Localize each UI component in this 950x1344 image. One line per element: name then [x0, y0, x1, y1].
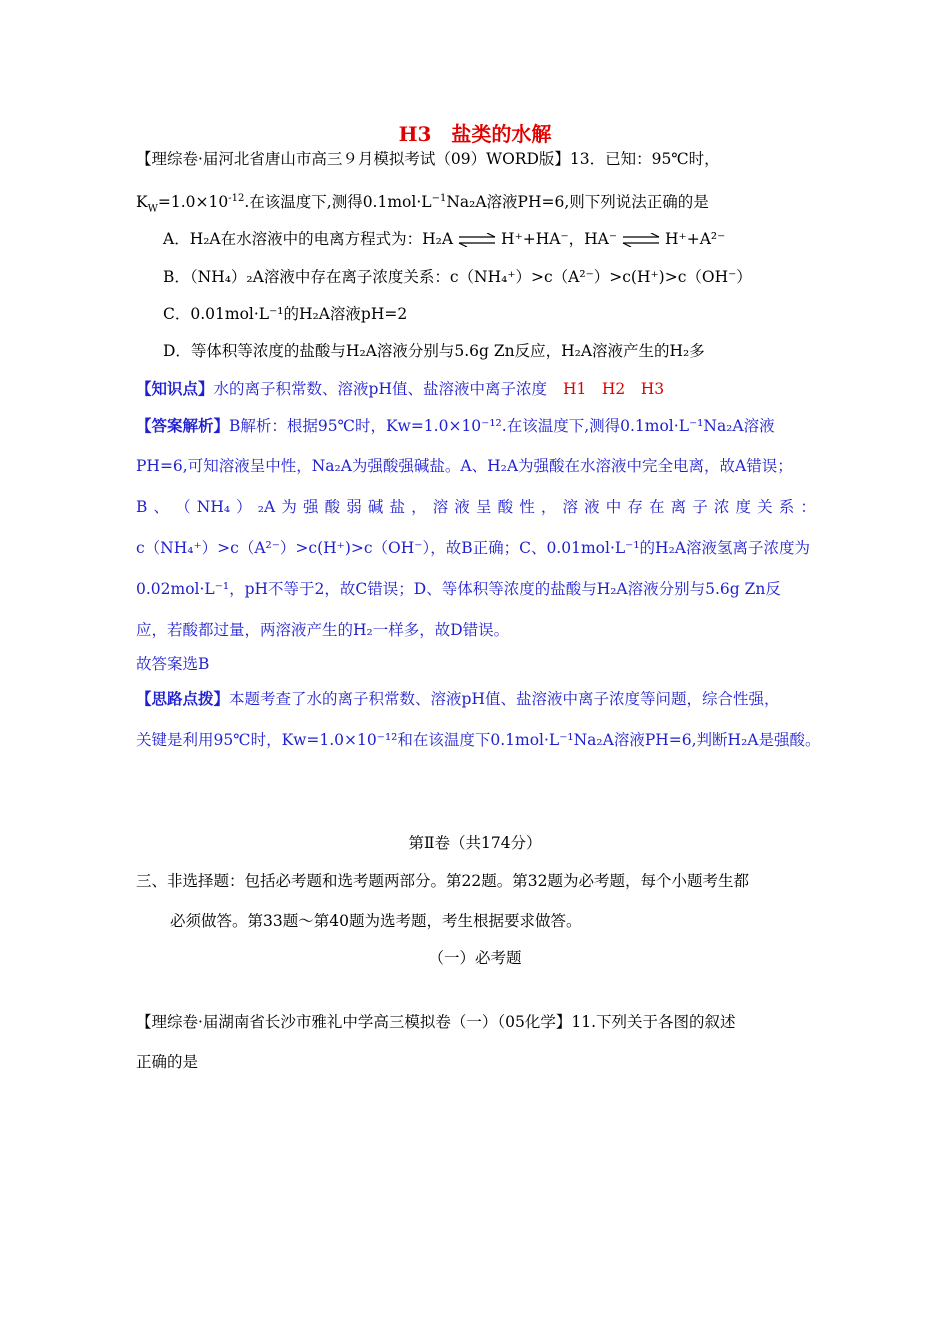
option-a-text: A．H₂A在水溶液中的电离方程式为：H₂A [163, 230, 454, 248]
knowledge-label: 【知识点】 [136, 379, 214, 398]
knowledge-text: 水的离子积常数、溶液pH值、盐溶液中离子浓度 [213, 380, 547, 398]
answer-line-3-token: 、 [153, 498, 170, 516]
answer-line-2: PH=6,可知溶液呈中性，Na₂A为强酸强碱盐。A、H₂A为强酸在水溶液中完全电离，故A错误； [136, 457, 793, 475]
answer-line-3-token: 盐 [389, 498, 405, 516]
answer-line-3-token: ： [800, 498, 816, 516]
equilibrium-arrow-icon [457, 233, 497, 247]
sub-heading: （一）必考题 [428, 949, 522, 967]
answer-line-3-token: 存 [627, 498, 643, 516]
answer-line-3-token: 溶 [562, 498, 578, 516]
answer-line-3-token: 呈 [475, 498, 492, 516]
answer-line-3-token: 液 [454, 498, 470, 516]
answer-line-3 [136, 500, 816, 516]
answer-line-4: c（NH₄⁺）>c（A²⁻）>c(H⁺)>c（OH⁻），故B正确；C、0.01mol·L⁻¹的H₂A溶液氢离子浓度为 [136, 539, 810, 557]
answer-line-3-token: 关 [757, 498, 773, 516]
answer-line-3-token: 子 [692, 498, 708, 516]
answer-line-3-token: 系 [778, 498, 795, 516]
answer-line-3-token: ， [411, 498, 427, 516]
answer-line-3-token: 中 [605, 498, 622, 516]
answer-final: 故答案选B [136, 655, 210, 673]
knowledge-point [136, 381, 664, 398]
answer-line-3-token: 酸 [497, 498, 514, 516]
option-a [163, 232, 725, 248]
answer-line-3-token: 浓 [713, 498, 730, 516]
answer-line-1 [136, 418, 775, 435]
answer-line-3-token: 碱 [367, 498, 384, 516]
answer-line-3-token: B [136, 498, 148, 516]
answer-line-3-token: 酸 [324, 498, 341, 516]
answer-label: 【答案解析】 [136, 416, 230, 435]
knowledge-codes: H1 H2 H3 [562, 380, 665, 398]
kw-exponent: -12 [228, 193, 245, 204]
answer-line-3-token: 为 [281, 498, 297, 516]
answer-line-3-token: ， [540, 498, 557, 516]
answer-line-3-token: ） [236, 498, 252, 516]
idea-label: 【思路点拨】 [136, 689, 230, 708]
option-a-mid: H⁺+HA⁻，HA⁻ [501, 230, 618, 248]
stem-text-end: Na₂A溶液PH=6,则下列说法正确的是 [446, 193, 709, 212]
stem-text: .在该温度下,测得0.1mol·L [244, 193, 432, 212]
option-b: B．（NH₄）₂A溶液中存在离子浓度关系：c（NH₄⁺）>c（A²⁻）>c(H⁺)>c（OH⁻） [163, 268, 752, 286]
answer-line-3-token: 离 [670, 498, 687, 516]
option-a-end: H⁺+A²⁻ [665, 230, 726, 248]
answer-line-3-token: 液 [584, 498, 600, 516]
answer-line-3-token: ₂A [257, 498, 276, 516]
option-d: D．等体积等浓度的盐酸与H₂A溶液分别与5.6g Zn反应，H₂A溶液产生的H₂多 [163, 342, 705, 360]
answer-line-3-token: 溶 [432, 498, 449, 516]
question-13-header: 【理综卷·届河北省唐山市高三９月模拟考试（09）WORD版】13．已知：95℃时， [136, 150, 720, 168]
answer-text: B解析：根据95℃时，Kw=1.0×10⁻¹².在该温度下,测得0.1mol·L⁻¹Na₂A溶液 [229, 417, 775, 435]
page-title: H3 盐类的水解 [398, 122, 552, 146]
question-11-header: 【理综卷·届湖南省长沙市雅礼中学高三模拟卷（一）（05化学】11.下列关于各图的叙述 [136, 1013, 736, 1031]
answer-line-6: 应，若酸都过量，两溶液产生的H₂一样多，故D错误。 [136, 621, 510, 639]
section-heading: 第Ⅱ卷（共174分） [408, 834, 542, 852]
answer-line-3-token: 度 [735, 498, 751, 516]
answer-line-3-token: NH₄ [196, 498, 231, 516]
question-13-stem [136, 194, 709, 214]
idea-line-2: 关键是利用95℃时，Kw=1.0×10⁻¹²和在该温度下0.1mol·L⁻¹Na₂A溶液PH=6,判断H₂A是强酸。 [136, 731, 821, 749]
idea-text: 本题考查了水的离子积常数、溶液pH值、盐溶液中离子浓度等问题，综合性强， [229, 690, 780, 708]
answer-line-3-token: 在 [648, 498, 665, 516]
answer-line-3-token: 弱 [346, 498, 362, 516]
answer-line-5: 0.02mol·L⁻¹，pH不等于2，故C错误；D、等体积等浓度的盐酸与H₂A溶液分别与5.6g Zn反 [136, 580, 781, 598]
option-c: C．0.01mol·L⁻¹的H₂A溶液pH=2 [163, 305, 408, 323]
section-intro-1: 三、非选择题：包括必考题和选考题两部分。第22题。第32题为必考题，每个小题考生都 [136, 872, 749, 890]
stem-exponent: −1 [431, 193, 447, 204]
kw-symbol: K [136, 193, 148, 212]
equilibrium-arrow-icon [621, 233, 661, 247]
kw-subscript: W [147, 203, 158, 215]
idea-line-1 [136, 691, 779, 708]
question-11-stem: 正确的是 [136, 1053, 199, 1071]
answer-line-3-token: （ [175, 498, 191, 516]
kw-value: =1.0×10 [157, 193, 229, 212]
answer-line-3-token: 性 [519, 498, 535, 516]
answer-line-3-token: 强 [302, 498, 319, 516]
section-intro-2: 必须做答。第33题～第40题为选考题，考生根据要求做答。 [170, 912, 582, 930]
